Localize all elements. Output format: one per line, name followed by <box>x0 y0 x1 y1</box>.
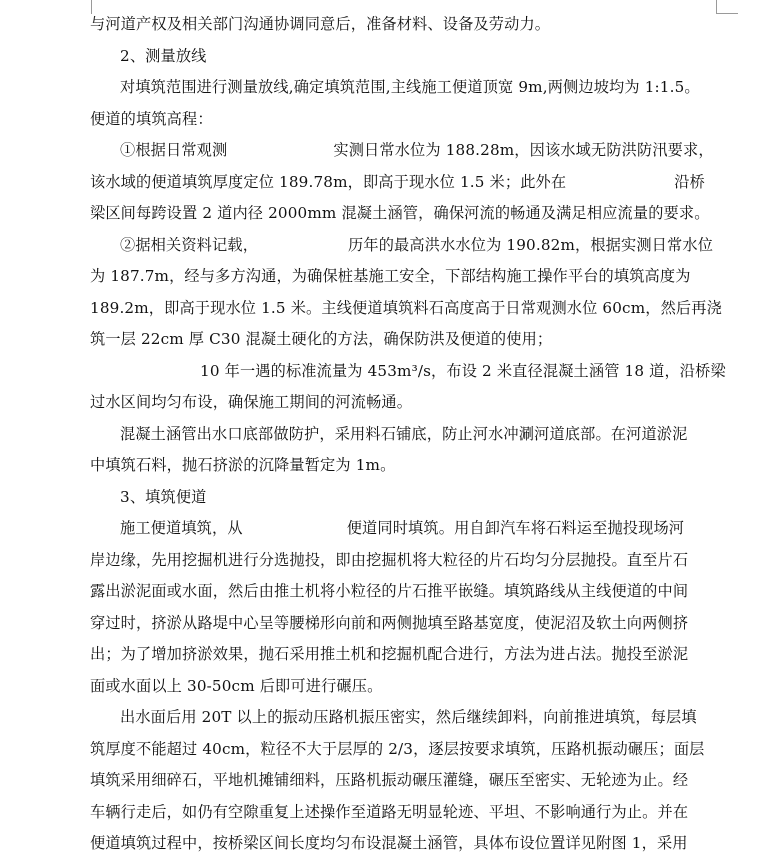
section-heading: 2、测量放线 <box>120 46 207 65</box>
text-line: 面或水面以上 30-50cm 后即可进行碾压。 <box>90 676 383 695</box>
text-line: 便道的填筑高程： <box>90 109 213 128</box>
text-line: 该水域的便道填筑厚度定位 189.78m，即高于现水位 1.5 米；此外在 沿桥 <box>90 172 705 191</box>
text-line: 为 187.7m，经与多方沟通，为确保桩基施工安全，下部结构施工操作平台的填筑高度为 <box>90 267 691 285</box>
text-line: 便道填筑过程中，按桥梁区间长度均匀布设混凝土涵管，具体布设位置详见附图 1，采用 <box>90 834 688 852</box>
text-line: 过水区间均匀布设，确保施工期间的河流畅通。 <box>90 393 413 411</box>
text-line: 岸边缘，先用挖掘机进行分选抛投，即由挖掘机将大粒径的片石均匀分层抛投。直至片石 <box>90 550 689 569</box>
text-line: 混凝土涵管出水口底部做防护，采用料石铺底，防止河水冲涮河道底部。在河道淤泥 <box>120 424 688 443</box>
text-line: 10 年一遇的标准流量为 453m³/s，布设 2 米直径混凝土涵管 18 道，沿桥梁 <box>200 361 726 380</box>
text-line: 露出淤泥面或水面，然后由推土机将小粒径的片石推平嵌缝。填筑路线从主线便道的中间 <box>90 582 689 600</box>
text-line: ①根据日常观测 实测日常水位为 188.28m，因该水域无防洪防汛要求， <box>120 141 714 159</box>
text-line: 出；为了增加挤淤效果，抛石采用推土机和挖掘机配合进行，方法为进占法。抛投至淤泥 <box>90 645 689 663</box>
text-line: 对填筑范围进行测量放线,确定填筑范围,主线施工便道顶宽 9m,两侧边坡均为 1:1.5。 <box>120 78 700 96</box>
text-line: 筑一层 22cm 厚 C30 混凝土硬化的方法，确保防洪及便道的使用； <box>90 330 553 348</box>
section-heading: 3、填筑便道 <box>120 487 207 506</box>
text-line: 穿过时，挤淤从路堤中心呈等腰梯形向前和两侧抛填至路基宽度，使泥沼及软土向两侧挤 <box>90 613 689 632</box>
text-line: 车辆行走后，如仍有空隙重复上述操作至道路无明显轮迹、平坦、不影响通行为止。并在 <box>90 802 689 821</box>
text-line: 筑厚度不能超过 40cm，粒径不大于层厚的 2/3，逐层按要求填筑，压路机振动碾压；面层 <box>90 739 705 758</box>
text-line: 梁区间每跨设置 2 道内径 2000mm 混凝土涵管，确保河流的畅通及满足相应流量的要求。 <box>90 204 710 222</box>
text-line: 189.2m，即高于现水位 1.5 米。主线便道填筑料石高度高于日常观测水位 60cm，然后再浇 <box>90 298 722 317</box>
text-line: ②据相关资料记载， 历年的最高洪水水位为 190.82m，根据实测日常水位 <box>120 235 714 254</box>
text-line: 填筑采用细碎石，平地机摊铺细料，压路机振动碾压灌缝，碾压至密实、无轮迹为止。经 <box>90 771 689 789</box>
text-line: 施工便道填筑，从 便道同时填筑。用自卸汽车将石料运至抛投现场河 <box>120 519 685 537</box>
text-line: 与河道产权及相关部门沟通协调同意后，准备材料、设备及劳动力。 <box>90 15 551 33</box>
document-body <box>90 9 726 860</box>
text-line: 中填筑石料，抛石挤淤的沉降量暂定为 1m。 <box>90 456 396 474</box>
text-line: 出水面后用 20T 以上的振动压路机振压密实，然后继续卸料，向前推进填筑，每层填 <box>120 708 697 726</box>
